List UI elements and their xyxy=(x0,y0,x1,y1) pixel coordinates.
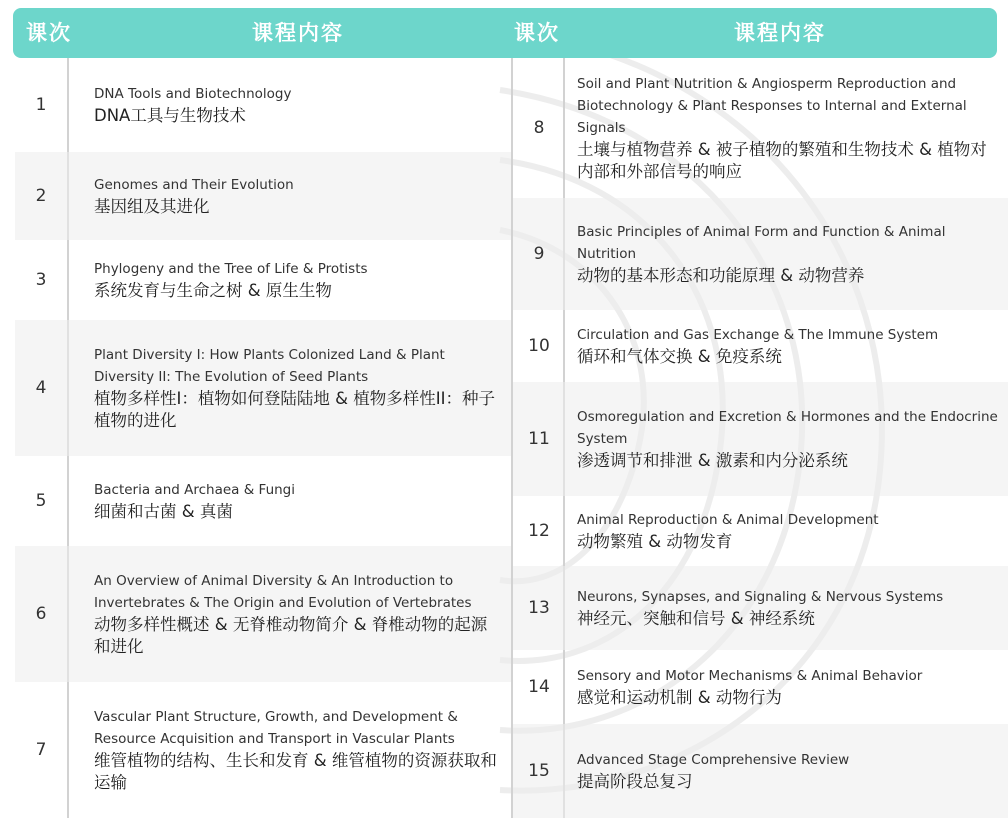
lesson-title-en: Basic Principles of Animal Form and Function & Animal Nutrition xyxy=(577,224,946,262)
table-row xyxy=(513,310,1008,382)
right-course-table xyxy=(513,58,1008,818)
header-content-right: 课程内容 xyxy=(734,21,826,45)
table-row xyxy=(15,546,511,682)
lesson-number: 5 xyxy=(35,491,47,511)
lesson-number: 12 xyxy=(528,521,550,541)
table-row xyxy=(15,152,511,240)
lesson-title-zh: 感觉和运动机制 & 动物行为 xyxy=(577,688,782,707)
lesson-title-zh: 维管植物的结构、生长和发育 & 维管植物的资源获取和运输 xyxy=(94,751,497,792)
table-header xyxy=(13,8,997,58)
lesson-title-en: Sensory and Motor Mechanisms & Animal Behavior xyxy=(577,668,923,684)
lesson-title-en: Bacteria and Archaea & Fungi xyxy=(94,482,295,498)
table-row xyxy=(513,198,1008,310)
header-content-left: 课程内容 xyxy=(252,21,344,45)
lesson-number: 13 xyxy=(528,598,550,618)
lesson-title-zh: 提高阶段总复习 xyxy=(577,772,693,791)
table-row xyxy=(513,650,1008,724)
lesson-title-en: Plant Diversity I: How Plants Colonized Land & Plant Diversity II: The Evolution of Seed Plants xyxy=(94,347,445,385)
lesson-number: 1 xyxy=(35,95,47,115)
lesson-title-en: DNA Tools and Biotechnology xyxy=(94,86,292,102)
lesson-title-zh: 细菌和古菌 & 真菌 xyxy=(94,502,233,521)
left-course-table xyxy=(15,58,513,818)
lesson-number: 6 xyxy=(35,604,47,624)
table-row xyxy=(15,320,511,456)
header-lesson-number-right: 课次 xyxy=(514,21,560,45)
lesson-title-zh: DNA工具与生物技术 xyxy=(94,106,246,125)
lesson-number: 2 xyxy=(35,186,47,206)
table-row xyxy=(15,240,511,320)
lesson-number: 15 xyxy=(528,761,550,781)
table-row xyxy=(513,566,1008,650)
lesson-title-en: Vascular Plant Structure, Growth, and Development & Resource Acquisition and Transport in Vascular Plants xyxy=(94,709,458,747)
lesson-title-zh: 循环和气体交换 & 免疫系统 xyxy=(577,347,782,366)
header-lesson-number-left: 课次 xyxy=(26,21,72,45)
table-row xyxy=(513,382,1008,496)
lesson-number: 7 xyxy=(35,740,47,760)
table-row xyxy=(15,682,511,818)
lesson-title-zh: 渗透调节和排泄 & 激素和内分泌系统 xyxy=(577,451,848,470)
lesson-title-zh: 神经元、突触和信号 & 神经系统 xyxy=(577,609,815,628)
lesson-number: 9 xyxy=(533,244,545,264)
lesson-title-zh: 动物多样性概述 & 无脊椎动物简介 & 脊椎动物的起源和进化 xyxy=(94,615,488,656)
lesson-title-en: Neurons, Synapses, and Signaling & Nervous Systems xyxy=(577,589,944,605)
lesson-title-zh: 土壤与植物营养 & 被子植物的繁殖和生物技术 & 植物对内部和外部信号的响应 xyxy=(577,140,987,181)
table-row xyxy=(15,456,511,546)
lesson-number: 4 xyxy=(35,378,47,398)
table-row xyxy=(15,58,511,152)
lesson-title-zh: 动物的基本形态和功能原理 & 动物营养 xyxy=(577,266,865,285)
lesson-title-zh: 植物多样性I：植物如何登陆陆地 & 植物多样性II：种子植物的进化 xyxy=(94,389,495,430)
lesson-title-en: Genomes and Their Evolution xyxy=(94,177,294,193)
lesson-title-zh: 基因组及其进化 xyxy=(94,197,210,216)
lesson-number: 8 xyxy=(533,118,545,138)
lesson-title-en: Soil and Plant Nutrition & Angiosperm Reproduction and Biotechnology & Plant Responses to Internal and External Signals xyxy=(577,76,967,136)
lesson-title-zh: 系统发育与生命之树 & 原生生物 xyxy=(94,281,332,300)
lesson-title-en: Osmoregulation and Excretion & Hormones and the Endocrine System xyxy=(577,409,998,447)
lesson-title-zh: 动物繁殖 & 动物发育 xyxy=(577,532,733,551)
lesson-number: 14 xyxy=(528,677,550,697)
table-row xyxy=(513,58,1008,198)
lesson-title-en: Advanced Stage Comprehensive Review xyxy=(577,752,850,768)
lesson-number: 10 xyxy=(528,336,550,356)
lesson-title-en: Circulation and Gas Exchange & The Immune System xyxy=(577,327,939,343)
lesson-number: 3 xyxy=(35,270,47,290)
table-row xyxy=(513,496,1008,566)
lesson-number: 11 xyxy=(528,429,550,449)
lesson-title-en: Animal Reproduction & Animal Development xyxy=(577,512,879,528)
lesson-title-en: An Overview of Animal Diversity & An Introduction to Invertebrates & The Origin and Evolution of Vertebrates xyxy=(94,573,472,611)
lesson-title-en: Phylogeny and the Tree of Life & Protists xyxy=(94,261,368,277)
table-row xyxy=(513,724,1008,818)
